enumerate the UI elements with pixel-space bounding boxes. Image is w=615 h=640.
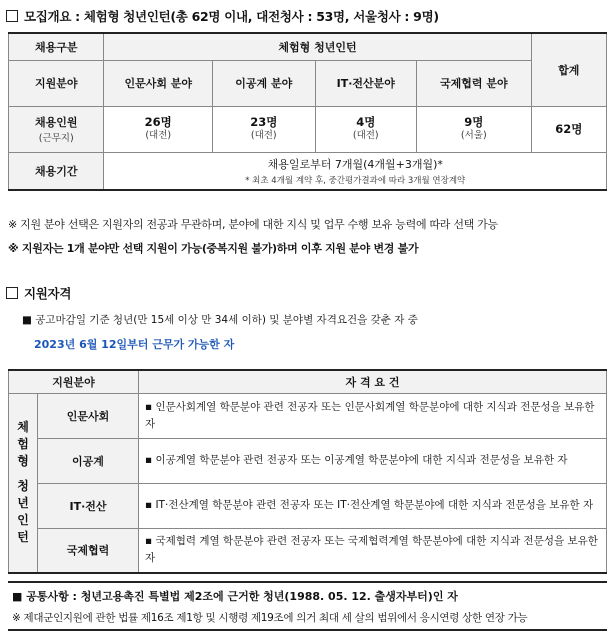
note-single-application: ※ 지원자는 1개 분야만 선택 지원이 가능(중복지원 불가)하며 이후 지원 분야 변경 불가 (8, 242, 419, 255)
qualification-bullet: ■ 공고마감일 기준 청년(만 15세 이상 만 34세 이하) 및 분야별 자격요건을 갖춘 자 중 (22, 314, 418, 326)
header-type: 체험형 청년인턴 (104, 33, 531, 60)
period-cell (104, 152, 607, 190)
row-req-science: ▪ 이공계열 학문분야 관련 전공자 또는 이공계열 학문분야에 대한 지식과 전문성을 보유한 자 (139, 438, 607, 483)
checkbox-square-icon (6, 287, 18, 299)
count-label: 채용인원 (34, 116, 78, 129)
count-sublabel: (근무지) (38, 133, 74, 144)
field-it: IT·전산분야 (315, 60, 417, 106)
qualification-table (8, 369, 607, 574)
header-field: 지원분야 (9, 60, 104, 106)
common-requirement: ■ 공통사항 : 청년고용촉진 특별법 제2조에 근거한 청년(1988. 05. 12. 출생자부터)인 자 (12, 590, 458, 603)
note-selection: ※ 지원 분야 선택은 지원자의 전공과 무관하며, 분야에 대한 지식 및 업무 수행 보유 능력에 따라 선택 가능 (8, 218, 498, 231)
overview-title-text: 모집개요 : 체험형 청년인턴(총 62명 이내, 대전청사 : 53명, 서울청사 : 9명) (24, 9, 439, 24)
header-requirements: 자 격 요 건 (139, 370, 607, 393)
field-humanities: 인문사회 분야 (104, 60, 213, 106)
header-field-2: 지원분야 (9, 370, 139, 393)
qualification-highlight: 2023년 6월 12일부터 근무가 가능한 자 (34, 338, 235, 351)
field-science: 이공계 분야 (213, 60, 316, 106)
vertical-label (9, 393, 38, 573)
header-category: 채용구분 (9, 33, 104, 60)
vertical-label-text: 체 험 형 청 년 인 턴 (17, 420, 29, 545)
row-field-humanities: 인문사회 (38, 393, 139, 438)
row-field-it: IT·전산 (38, 483, 139, 528)
common-requirements-box (8, 581, 607, 631)
header-period: 채용기간 (9, 152, 104, 190)
count-humanities: 26명 (대전) (104, 106, 213, 152)
field-international: 국제협력 분야 (417, 60, 532, 106)
row-field-international: 국제협력 (38, 528, 139, 573)
count-international: 9명 (서울) (417, 106, 532, 152)
row-req-international: ▪ 국제협력 계열 학문분야 관련 전공자 또는 국제협력계열 학문분야에 대한 지식과 전문성을 보유한 자 (139, 528, 607, 573)
recruitment-table (8, 32, 607, 191)
row-req-humanities: ▪ 인문사회계열 학문분야 관련 전공자 또는 인문사회계열 학문분야에 대한 지식과 전문성을 보유한 자 (139, 393, 607, 438)
row-req-it: ▪ IT·전산계열 학문분야 관련 전공자 또는 IT·전산계열 학문분야에 대한 지식과 전문성을 보유한 자 (139, 483, 607, 528)
qualification-title-text: 지원자격 (24, 286, 72, 301)
period-note: * 최초 4개월 계약 후, 중간평가결과에 따라 3개월 연장계약 (245, 175, 466, 186)
count-it: 4명 (대전) (315, 106, 417, 152)
period-text: 채용일로부터 7개월(4개월+3개월)* (267, 157, 443, 171)
count-science: 23명 (대전) (213, 106, 316, 152)
checkbox-square-icon (6, 10, 18, 22)
count-total: 62명 (531, 106, 606, 152)
header-total: 합계 (531, 33, 606, 106)
row-field-science: 이공계 (38, 438, 139, 483)
veteran-note: ※ 제대군인지원에 관한 법률 제16조 제1항 및 시행령 제19조에 의거 최대 세 살의 범위에서 응시연령 상한 연장 가능 (12, 612, 528, 624)
section-title-overview (6, 7, 439, 25)
section-title-qualification (6, 284, 71, 302)
header-count (9, 106, 104, 152)
